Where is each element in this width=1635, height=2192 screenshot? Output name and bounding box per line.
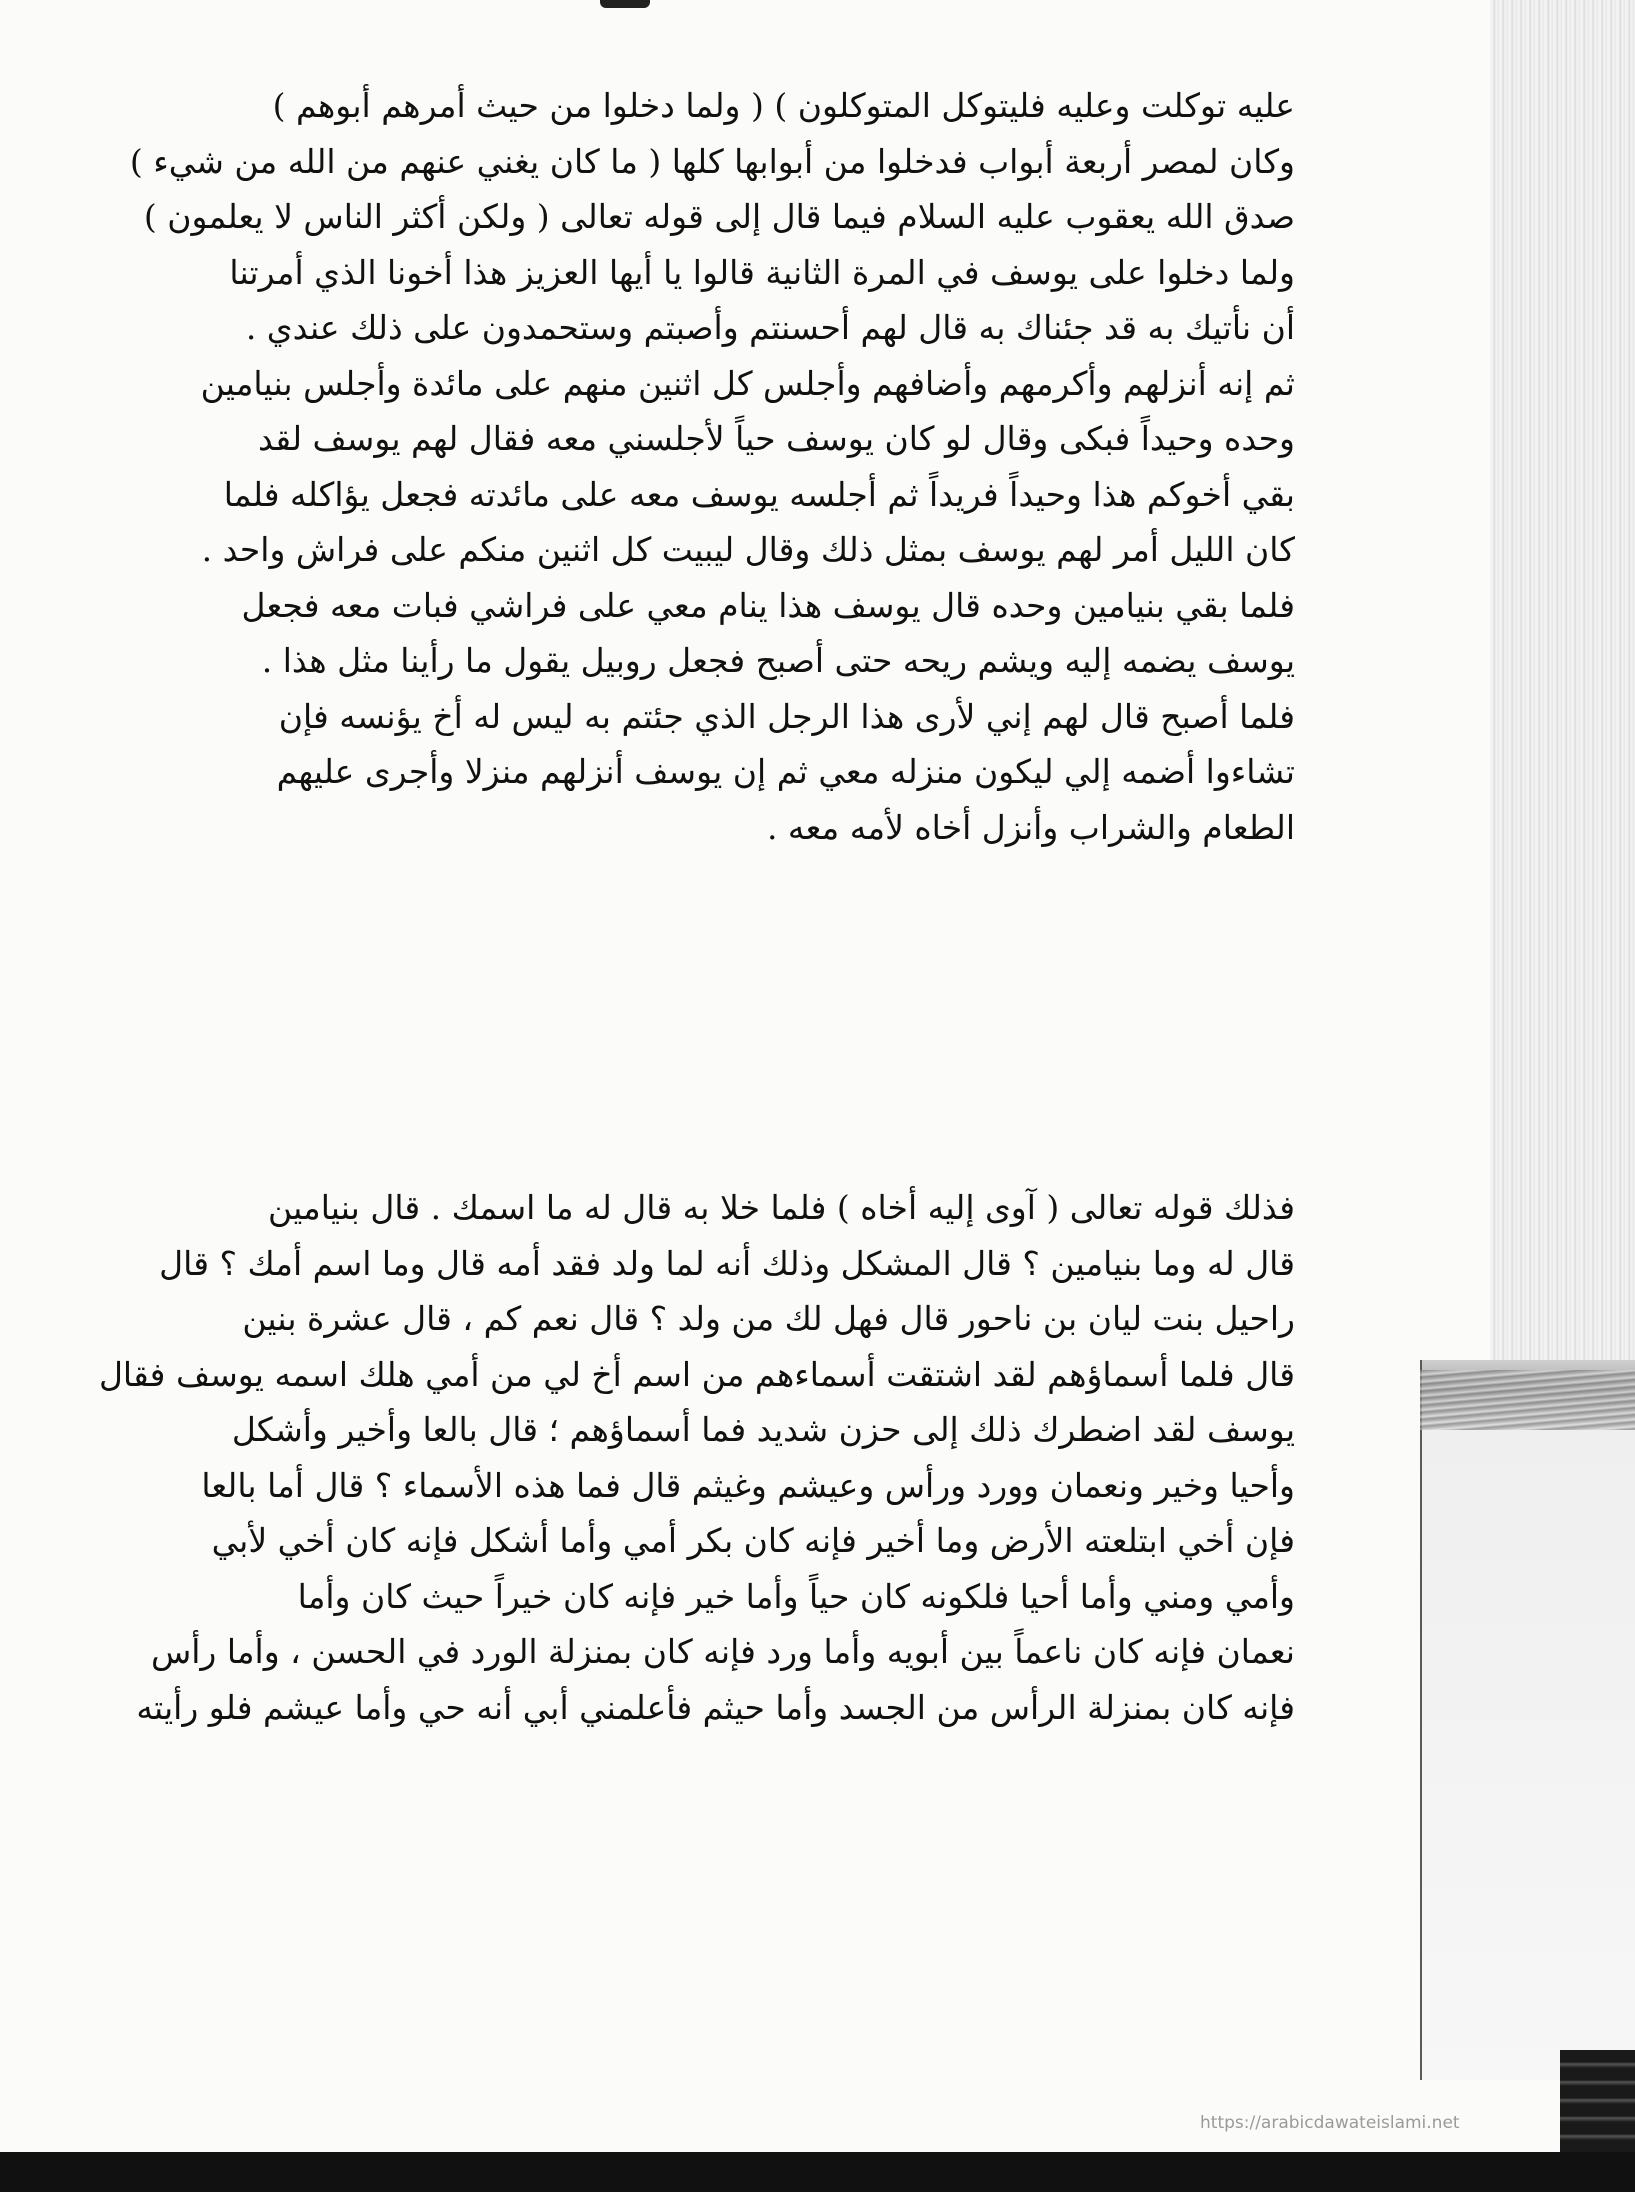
text-line: وأحيا وخير ونعمان وورد ورأس وعيشم وغيثم قال فما هذه الأسماء ؟ قال أما بالعا (201, 1465, 1295, 1505)
text-line: صدق الله يعقوب عليه السلام فيما قال إلى قوله تعالى ( ولكن أكثر الناس لا يعلمون ) (143, 197, 1295, 236)
text-line: يوسف يضمه إليه ويشم ريحه حتى أصبح فجعل روبيل يقول ما رأينا مثل هذا . (261, 641, 1295, 680)
watermark-url: https://arabicdawateislami.net (1200, 2113, 1460, 2133)
text-line: راحيل بنت ليان بن ناحور قال فهل لك من ولد ؟ قال نعم كم ، قال عشرة بنين (242, 1299, 1295, 1338)
text-line: ثم إنه أنزلهم وأكرمهم وأضافهم وأجلس كل اثنين منهم على مائدة وأجلس بنيامين (200, 363, 1295, 403)
text-line: تشاءوا أضمه إلي ليكون منزله معي ثم إن يوسف أنزلهم منزلا وأجرى عليهم (276, 752, 1295, 791)
top-ink-smudge (600, 0, 650, 8)
corner-shadow (1560, 2050, 1635, 2160)
scan-bottom-border (0, 2152, 1635, 2192)
text-line: قال فلما أسماؤهم لقد اشتقت أسماءهم من اسم أخ لي من أمي هلك اسمه يوسف فقال (98, 1354, 1295, 1394)
text-line: قال له وما بنيامين ؟ قال المشكل وذلك أنه لما ولد فقد أمه قال وما اسم أمك ؟ قال (159, 1243, 1295, 1283)
text-line: فإن أخي ابتلعته الأرض وما أخير فإنه كان بكر أمي وأما أشكل فإنه كان أخي لأبي (211, 1521, 1295, 1560)
text-line: فإنه كان بمنزلة الرأس من الجسد وأما حيثم فأعلمني أبي أنه حي وأما عيشم فلو رأيته (136, 1687, 1295, 1727)
text-line: فلما بقي بنيامين وحده قال يوسف هذا ينام معي على فراشي فبات معه فجعل (241, 585, 1295, 625)
text-line: ولما دخلوا على يوسف في المرة الثانية قالوا يا أيها العزيز هذا أخونا الذي أمرتنا (229, 252, 1295, 292)
text-line: عليه توكلت وعليه فليتوكل المتوكلون ) ( ولما دخلوا من حيث أمرهم أبوهم ) (272, 86, 1295, 125)
book-binding-edge (1490, 0, 1635, 1360)
text-line: وحده وحيداً فبكى وقال لو كان يوسف حياً لأجلسني معه فقال لهم يوسف لقد (257, 419, 1295, 458)
text-line: فلما أصبح قال لهم إني لأرى هذا الرجل الذي جئتم به ليس له أخ يؤنسه فإن (278, 696, 1295, 736)
text-line: وأمي ومني وأما أحيا فلكونه كان حياً وأما خير فإنه كان خيراً حيث كان وأما (297, 1576, 1295, 1616)
paragraph-two (50, 1180, 1295, 1735)
text-line: الطعام والشراب وأنزل أخاه لأمه معه . (766, 807, 1295, 847)
text-line: أن نأتيك به قد جئناك به قال لهم أحسنتم وأصبتم وستحمدون على ذلك عندي . (245, 308, 1295, 347)
paragraph-one (50, 78, 1295, 855)
text-line: فذلك قوله تعالى ( آوى إليه أخاه ) فلما خلا به قال له ما اسمك . قال بنيامين (267, 1188, 1295, 1227)
text-line: يوسف لقد اضطرك ذلك إلى حزن شديد فما أسماؤهم ؛ قال بالعا وأخير وأشكل (231, 1410, 1295, 1449)
page-fold-edge (1420, 1370, 1635, 1430)
text-line: بقي أخوكم هذا وحيداً فريداً ثم أجلسه يوسف معه على مائدته فجعل يؤاكله فلما (223, 474, 1295, 514)
text-line: كان الليل أمر لهم يوسف بمثل ذلك وقال ليبيت كل اثنين منكم على فراش واحد . (201, 530, 1295, 569)
text-line: نعمان فإنه كان ناعماً بين أبويه وأما ورد فإنه كان بمنزلة الورد في الحسن ، وأما رأس (150, 1632, 1295, 1671)
page-fold-shadow (1420, 1360, 1635, 2080)
text-line: وكان لمصر أربعة أبواب فدخلوا من أبوابها كلها ( ما كان يغني عنهم من الله من شيء ) (129, 141, 1295, 181)
